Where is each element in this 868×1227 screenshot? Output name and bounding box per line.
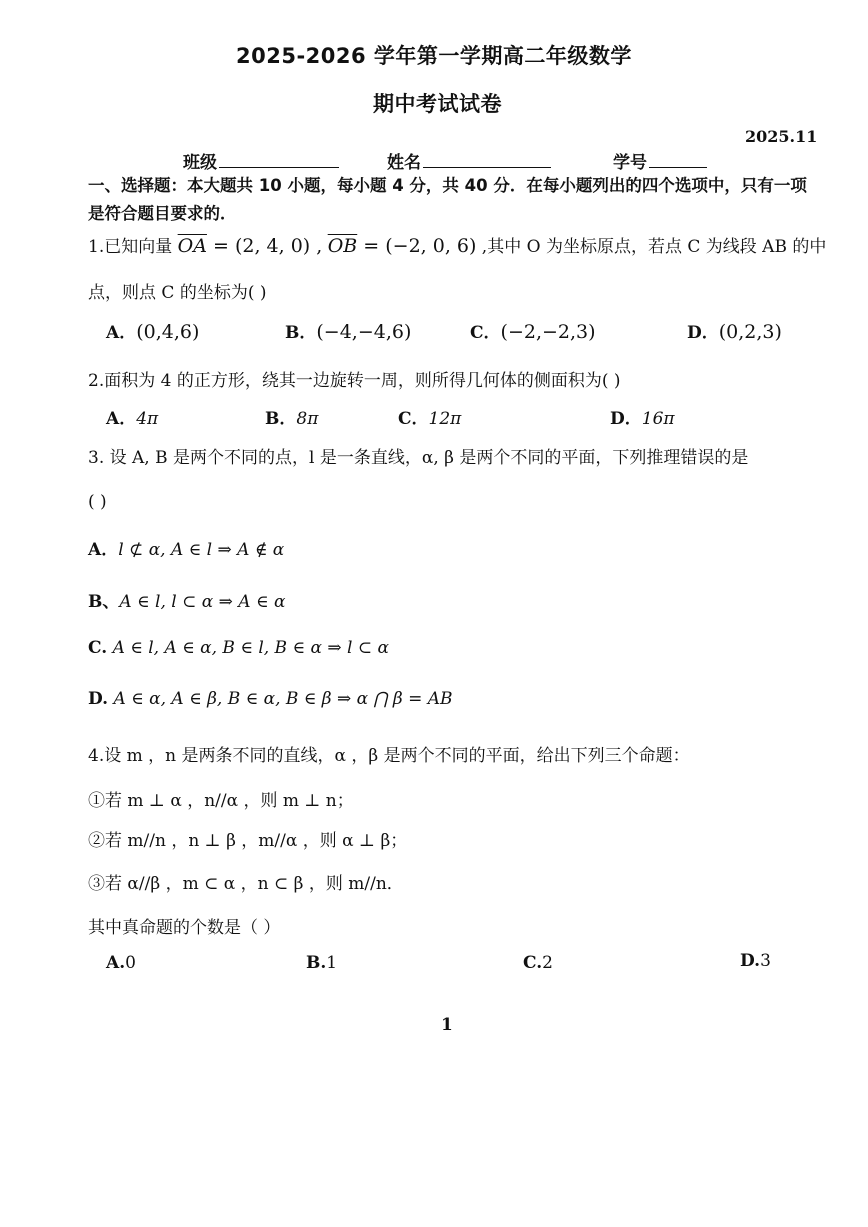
- q1-prefix: 1.已知向量: [88, 237, 173, 257]
- q4-option-d[interactable]: D.3: [740, 951, 771, 971]
- q3-option-a[interactable]: A．l ⊄ α, A ∈ l ⇒ A ∉ α: [88, 540, 285, 560]
- vector-oa: $\overline{OA}$: [177, 235, 207, 257]
- page-number: 1: [441, 1015, 453, 1035]
- q3-option-c[interactable]: C. A ∈ l, A ∈ α, B ∈ l, B ∈ α ⇒ l ⊂ α: [88, 638, 389, 658]
- q1-option-a[interactable]: A．(0,4,6): [106, 321, 200, 343]
- class-field[interactable]: [183, 148, 339, 173]
- q2-option-a[interactable]: A．4π: [106, 409, 159, 429]
- q4-proposition-1: ①若 m ⊥ α ，n//α ，则 m ⊥ n；: [88, 791, 354, 811]
- q2-option-c[interactable]: C．12π: [398, 409, 462, 429]
- question-1-text-cont: 点，则点 C 的坐标为( ): [88, 283, 267, 303]
- exam-title-line2: 期中考试试卷: [373, 92, 502, 116]
- q1-option-d[interactable]: D．(0,2,3): [687, 321, 782, 343]
- question-2-text: 2.面积为 4 的正方形，绕其一边旋转一周，则所得几何体的侧面积为( ): [88, 371, 621, 391]
- exam-title-line1: 2025-2026 学年第一学期高二年级数学: [236, 44, 632, 68]
- q3-option-b[interactable]: B、A ∈ l, l ⊂ α ⇒ A ∈ α: [88, 592, 286, 612]
- question-3-text: 3. 设 A, B 是两个不同的点，l 是一条直线，α, β 是两个不同的平面，下列推理错误的是: [88, 448, 749, 468]
- q1-suffix: ,其中 O 为坐标原点，若点 C 为线段 AB 的中: [476, 237, 827, 257]
- class-label: 班级: [183, 153, 217, 173]
- q3-option-d[interactable]: D. A ∈ α, A ∈ β, B ∈ α, B ∈ β ⇒ α ⋂ β = AB: [88, 689, 453, 709]
- exam-date: 2025.11: [745, 127, 818, 146]
- vector-oa-value: = (2, 4, 0) ,: [206, 235, 323, 257]
- question-1-text: [88, 232, 826, 257]
- question-3-answer-paren: ( ): [88, 492, 107, 512]
- student-id-label: 学号: [613, 153, 647, 173]
- section-heading: 一、选择题：本大题共 10 小题，每小题 4 分，共 40 分．在每小题列出的四个选项中，只有一项是符合题目要求的．: [88, 176, 807, 223]
- q4-option-c[interactable]: C.2: [523, 953, 553, 973]
- q4-option-a[interactable]: A.0: [106, 953, 136, 973]
- class-blank[interactable]: [219, 165, 339, 168]
- vector-ob: $\overline{OB}$: [327, 235, 358, 257]
- name-field[interactable]: [387, 148, 551, 173]
- q2-option-d[interactable]: D．16π: [610, 409, 675, 429]
- vector-ob-value: = (−2, 0, 6): [357, 235, 477, 257]
- q4-option-b[interactable]: B.1: [306, 953, 338, 973]
- student-id-blank[interactable]: [649, 165, 707, 168]
- q4-proposition-3: ③若 α//β ，m ⊂ α ，n ⊂ β ，则 m//n．: [88, 874, 404, 894]
- question-4-text: 4.设 m ，n 是两条不同的直线，α ，β 是两个不同的平面，给出下列三个命题：: [88, 746, 690, 766]
- q1-option-b[interactable]: B．(−4,−4,6): [285, 321, 412, 343]
- q4-question: 其中真命题的个数是（ ）: [88, 918, 281, 938]
- q1-option-c[interactable]: C．(−2,−2,3): [470, 321, 596, 343]
- name-blank[interactable]: [423, 165, 551, 168]
- student-id-field[interactable]: [613, 148, 707, 173]
- q4-proposition-2: ②若 m//n ，n ⊥ β ，m//α ，则 α ⊥ β；: [88, 831, 408, 851]
- name-label: 姓名: [387, 153, 421, 173]
- q2-option-b[interactable]: B．8π: [265, 409, 319, 429]
